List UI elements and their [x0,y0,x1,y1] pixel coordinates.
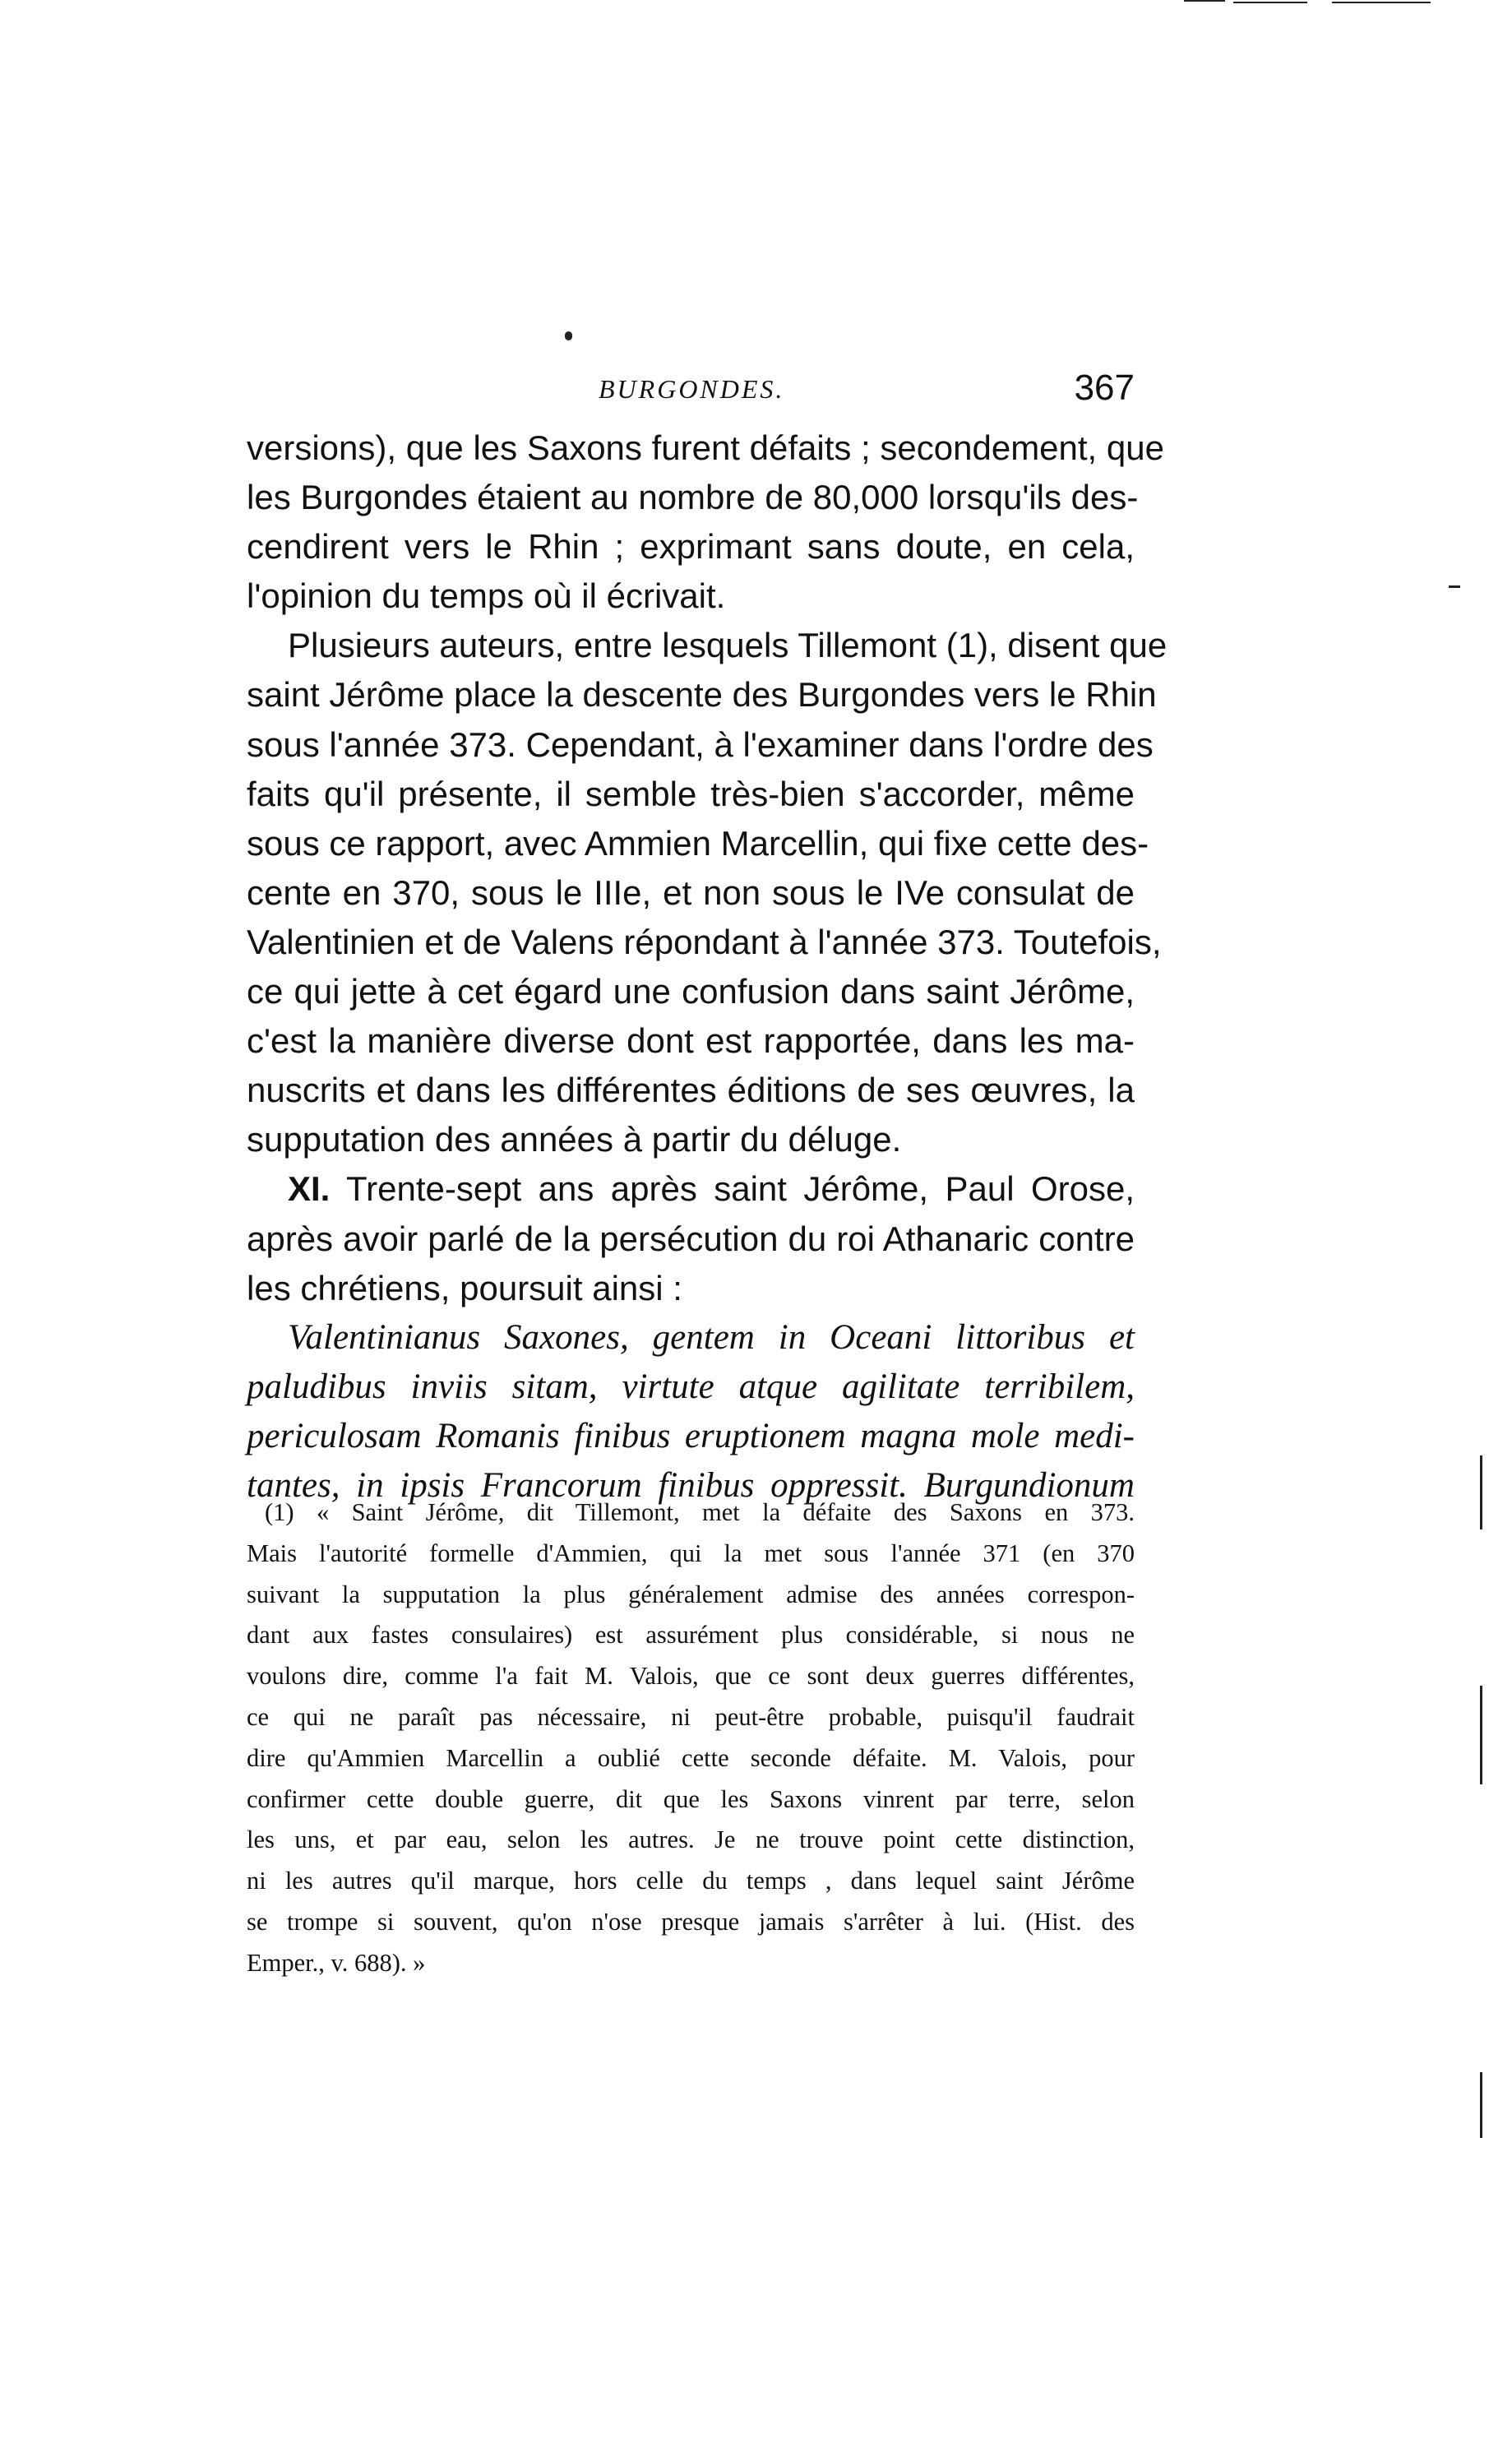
text-line: après avoir parlé de la persécution du roi Athanaric contre [247,1219,1135,1258]
text-line: cente en 370, sous le IIIe, et non sous le IVe consulat de [247,872,1135,912]
section-number: XI. [288,1169,331,1209]
footnote-line: Emper., v. 688). » [247,1948,426,1977]
page-number: 367 [1074,368,1135,408]
scan-speck [1480,1455,1482,1529]
main-text [247,423,1168,1511]
scan-speck [1480,2072,1482,2138]
page-header [247,368,1135,423]
text-line: l'opinion du temps où il écrivait. [247,576,726,616]
latin-quote-line: paludibus inviis sitam, virtute atque agilitate terribilem, [247,1367,1135,1406]
latin-quote-line: periculosam Romanis finibus eruptionem magna mole medi- [247,1416,1135,1455]
footnote-line: ni les autres qu'il marque, hors celle du temps , dans lequel saint Jérôme [247,1867,1135,1895]
latin-quote-line: tantes, in ipsis Francorum finibus oppressit. Burgundionum [247,1465,1135,1505]
footnote-line: les uns, et par eau, selon les autres. Je ne trouve point cette distinction, [247,1825,1135,1854]
latin-quote-line: Valentinianus Saxones, gentem in Oceani littoribus et [288,1317,1135,1357]
scan-speck [1332,2,1431,3]
footnote-line: confirmer cette double guerre, dit que les Saxons vinrent par terre, selon [247,1784,1135,1813]
footnote-line: voulons dire, comme l'a fait M. Valois, que ce sont deux guerres différentes, [247,1662,1135,1691]
text-line: cendirent vers le Rhin ; exprimant sans doute, en cela, [247,527,1135,567]
running-title: BURGONDES. [599,374,785,404]
footnote-block [247,1492,1135,1984]
text-line: Plusieurs auteurs, entre lesquels Tillemont (1), disent que [288,626,1168,665]
footnote-line: se trompe si souvent, qu'on n'ose presque jamais s'arrêter à lui. (Hist. des [247,1907,1135,1936]
footnote-line: (1) « Saint Jérôme, dit Tillemont, met la défaite des Saxons en 373. [265,1498,1135,1526]
text-line: nuscrits et dans les différentes éditions de ses œuvres, la [247,1071,1135,1110]
text-line: ce qui jette à cet égard une confusion dans saint Jérôme, [247,972,1135,1011]
text-line: c'est la manière diverse dont est rapportée, dans les ma- [247,1021,1135,1061]
scan-speck [1233,2,1307,3]
section-first-line [247,1164,1135,1214]
text-line: sous l'année 373. Cependant, à l'examiner dans l'ordre des [247,724,1154,764]
scan-speck [1449,585,1460,588]
text-line: les Burgondes étaient au nombre de 80,000 lorsqu'ils des- [247,478,1139,517]
text-line: Valentinien et de Valens répondant à l'année 373. Toutefois, [247,922,1162,961]
section-text: Trente-sept ans après saint Jérôme, Paul Orose, [346,1169,1135,1209]
text-line: supputation des années à partir du déluge. [247,1120,902,1159]
footnote-line: Mais l'autorité formelle d'Ammien, qui la met sous l'année 371 (en 370 [247,1539,1135,1567]
scan-speck [565,331,572,340]
text-line: saint Jérôme place la descente des Burgondes vers le Rhin [247,675,1157,715]
text-line: sous ce rapport, avec Ammien Marcellin, qui fixe cette des- [247,823,1149,863]
text-line: les chrétiens, poursuit ainsi : [247,1268,682,1307]
footnote-line: suivant la supputation la plus généralement admise des années correspon- [247,1580,1135,1608]
footnote-line: dire qu'Ammien Marcellin a oublié cette seconde défaite. M. Valois, pour [247,1743,1135,1772]
scan-speck [1480,1686,1482,1784]
footnote-line: dant aux fastes consulaires) est assurément plus considérable, si nous ne [247,1621,1135,1650]
text-line: versions), que les Saxons furent défaits ; secondement, que [247,428,1164,467]
text-line: faits qu'il présente, il semble très-bien s'accorder, même [247,774,1135,813]
scan-speck [1184,0,1225,2]
footnote-line: ce qui ne paraît pas nécessaire, ni peut-être probable, puisqu'il faudrait [247,1702,1135,1731]
